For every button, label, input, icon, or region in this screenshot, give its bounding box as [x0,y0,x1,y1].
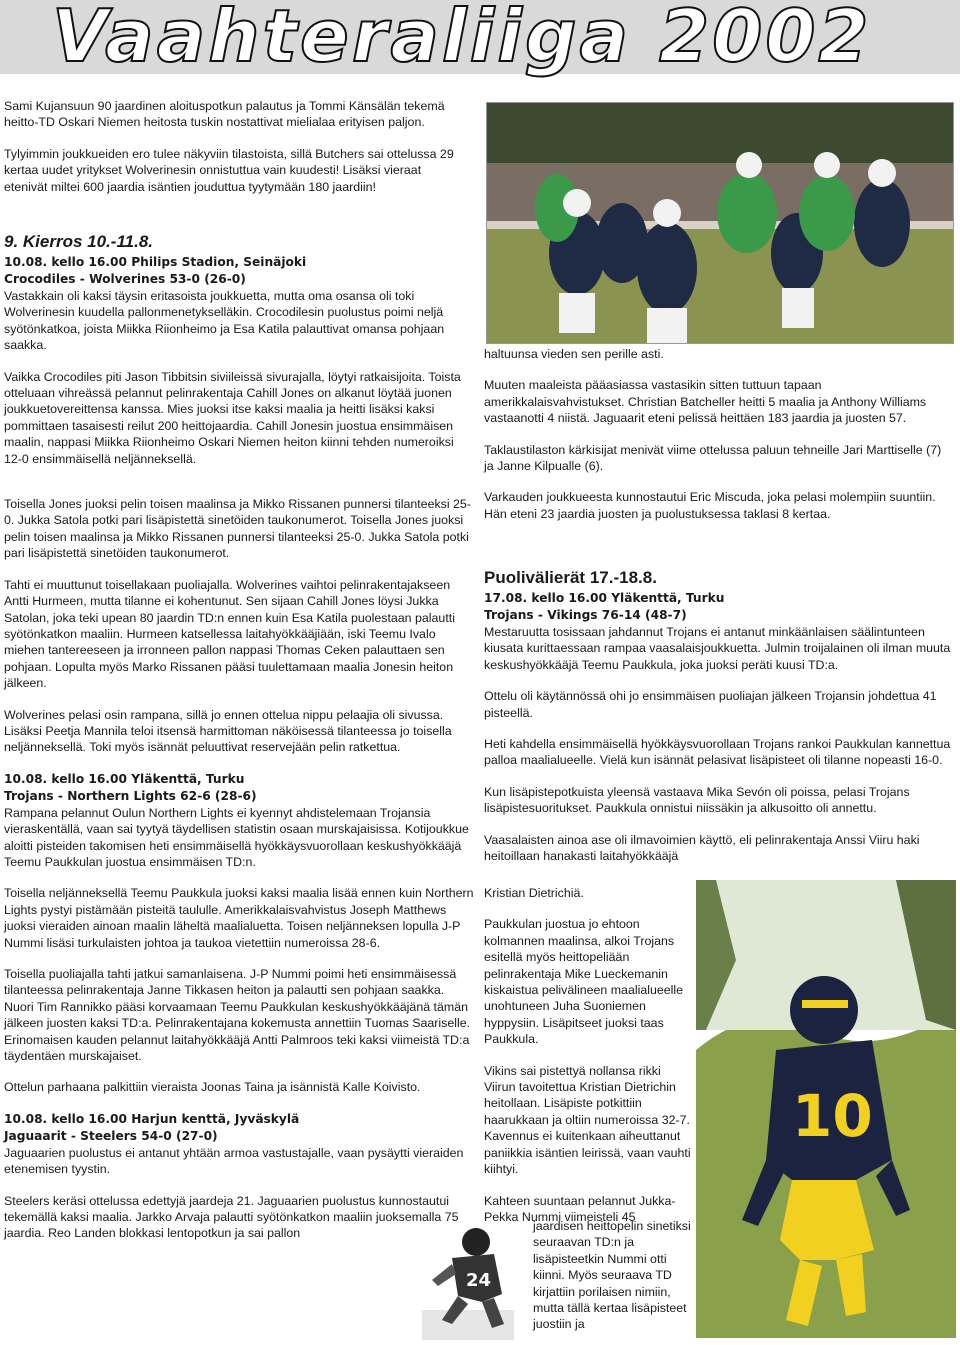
article-paragraph: Jaguaarien puolustus ei antanut yhtään armoa vastustajalle, vaan pysäytti vieraiden etenemisen tyystin. [4,1145,464,1177]
game-date: 17.08. kello 16.00 Yläkenttä, Turku [484,591,725,605]
article-paragraph: Vaasalaisten ainoa ase oli ilmavoimien käyttö, eli pelinrakentaja Anssi Viiru haki heitoillaan hanakasti laitahyökkääjä [484,832,920,864]
page-title: Vaahteraliiga 2002 [52,0,872,78]
article-paragraph: Kun lisäpistepotkuista yleensä vastaava Mika Sevón oli poissa, pelasi Trojans lisäpistesuoritukset. Paukkula onnistui niissäkin ja alkusoitto oli annettu. [484,784,910,816]
game-result: Trojans - Northern Lights 62-6 (28-6) [4,788,257,803]
narrow-text-indented [533,1218,693,1333]
article-paragraph: Wolverines pelasi osin rampana, sillä jo ennen ottelua nippu pelaajia oli sivussa. Lisäksi Peetja Mannila teloi itsensä harmittoman näköisessä tilanteessa jo toisella neljänneksellä. Toki myös isännät peluuttivat reservejään pelin ratkettua. [4,707,452,755]
quarterfinal-section [484,568,952,864]
game-date: 10.08. kello 16.00 Philips Stadion, Seinäjoki [4,255,307,269]
intro-paragraph: Sami Kujansuun 90 jaardinen aloituspotkun palautus ja Tommi Känsälän tekemä heitto-TD Oskari Niemen heitosta tuskin nostattivat mielialaa erityisen paljon. [4,99,445,130]
article-paragraph: Rampana pelannut Oulun Northern Lights ei kyennyt ahdistelemaan Trojansia vieraskentällä, vaan sai tyytyä täydellisen statistin osaan murskajaisissa. Kotijoukkue aloitti pisteiden takomisen heti ensimmäisellä hyökkäysvuorollaan keskushyökkääjä Teemu Paukkulan juostua ensimmäisen TD:n. [4,805,469,869]
article-paragraph: Toisella Jones juoksi pelin toisen maalinsa ja Mikko Rissanen punnersi tilanteeksi 25-0. Jukka Satola potki pari lisäpistettä sinetöiden taukonumerot. Toisella Jones juoksi pelin toisen maalinsa ja Mikko Rissanen punnersi tilanteeksi 25-0. Jukka Satola potki pari lisäpistettä sinetöiden taukonumerot. [4,497,471,561]
game-result: Trojans - Vikings 76-14 (48-7) [484,608,687,622]
intro-paragraph: Tylyimmin joukkueiden ero tulee näkyviin tilastoista, sillä Butchers sai ottelussa 29 kertaa uudet yritykset Wolverinesin onnistuttua vain kuudesti! Lisäksi vieraat etenivät miltei 600 jaardia isäntien jouduttua tyytymään 180 jaardiin! [4,146,454,194]
article-paragraph: Taklaustilaston kärkisijat menivät viime ottelussa paluun tehneille Jari Marttiselle (7) ja Janne Kilpualle (6). [484,442,942,474]
game-result: Crocodiles - Wolverines 53-0 (26-0) [4,272,246,286]
article-paragraph: Kahteen suuntaan pelannut Jukka-Pekka Nummi viimeisteli 45 [484,1193,676,1224]
article-paragraph: Mestaruutta tosissaan jahdannut Trojans ei antanut minkäänlaisen säälintunteen kiusata kurittaessaan rampaa vaasalaisjoukkuetta. Julmin troijalainen oli ilman muuta keskushyökkääjä Teemu Paukkula, joka juoksi peräti kuusi TD:a. [484,625,951,672]
article-paragraph: Ottelun parhaana palkittiin vieraista Joonas Taina ja isännistä Kalle Koivisto. [4,1080,421,1095]
intro-text [4,98,456,210]
article-paragraph: Vikins sai pistettyä nollansa rikki Viirun tavoitettua Kristian Dietrichin heitollaan. Lisäpiste potkittiin haarukkaan ja oltiin numeroissa 32-7. Kavennus ei kuitenkaan aiheuttanut paniikkia isäntien leirissä, vaan vauhti kiihtyi. [484,1063,691,1177]
left-column [4,232,474,1257]
article-paragraph: Vaikka Crocodiles piti Jason Tibbitsin siviileissä sivurajalla, löytyi ratkaisijoita. Toista otteluaan vihreässä pelannut pelinrakentaja Cahill Jones on alkanut löytää juonen joukkuetovereittensa kanssa. Mies juoksi itse kaksi maalia ja heitti lisäksi kaksi pommittaen tasaisesti reilut 200 heittojaardia. Cahill Jonesin juostua ensimmäisen maalin, nappasi Miikka Riionheimo Oskari Niemen heiton kiinni tehden numeroiksi 12-0 ensimmäisellä neljänneksellä. [4,369,461,466]
article-paragraph: Ottelu oli käytännössä ohi jo ensimmäisen puoliajan jälkeen Trojansin johdettua 41 pisteellä. [484,689,937,720]
player-photo [696,880,956,1338]
player-clipart [422,1224,514,1340]
svg-text:10: 10 [792,1082,873,1150]
right-column [484,346,952,537]
article-paragraph: haltuunsa vieden sen perille asti. [484,347,664,361]
round-heading: 9. Kierros 10.-11.8. [4,232,153,251]
game-result: Jaguaarit - Steelers 54-0 (27-0) [4,1128,218,1143]
article-paragraph: Paukkulan juostua jo ehtoon kolmannen maalinsa, alkoi Trojans esitellä myös heittopeliään pelinrakentaja Mike Lueckemanin kiskaistua pelivälineen maalialueelle unohtuneen Juha Suoniemen hyppysiin. Lisäpitseet juoksi taas Paukkula. [484,917,684,1047]
game-date: 10.08. kello 16.00 Harjun kenttä, Jyväskylä [4,1111,300,1126]
title-banner [0,0,960,78]
article-paragraph: Toisella neljänneksellä Teemu Paukkula juoksi kaksi maalia lisää ennen kuin Northern Lights pystyi pistämään pisteitä taululle. Amerikkalaisvahvistus Joseph Matthews juoksi vieraiden ainoan maalin läheltä maalialuetta. Toisen neljänneksen lopulla J-P Nummi lisäsi turkulaisten johtoa ja taukoa vietettiin numeroissa 28-6. [4,886,474,950]
game-date: 10.08. kello 16.00 Yläkenttä, Turku [4,771,245,786]
article-paragraph: Muuten maaleista pääasiassa vastasikin sitten tuttuun tapaan amerikkalaisvahvistukset. Christian Batcheller heitti 5 maalia ja Anthony Williams vastaanotti 4 niistä. Jaguaarit eteni pelissä heittäen 183 jaardia ja juosten 57. [484,378,927,426]
article-paragraph: Varkauden joukkueesta kunnostautui Eric Miscuda, joka pelasi molempiin suuntiin. Hän eteni 23 jaardia juosten ja puolustuksessa taklasi 8 kertaa. [484,490,936,521]
narrow-text [484,885,694,1225]
article-paragraph: Kristian Dietrichiä. [484,886,584,900]
football-action-photo [486,102,954,344]
article-paragraph: Heti kahdella ensimmäisellä hyökkäysvuorollaan Trojans rankoi Paukkulan kannettua palloa maalialueelle. Vielä kun isännät pelasivat lisäpisteet oli tilanne nopeasti 16-0. [484,737,951,768]
article-paragraph: Tahti ei muuttunut toisellakaan puoliajalla. Wolverines vaihtoi pelinrakentajakseen Antti Hurmeen, mutta tilanne ei kohentunut. Sen sijaan Cahill Jones löysi Jukka Satolan, joka teki upean 80 jaardin TD:n ennen kuin Esa Katila puolestaan palautti syötönkatkon maaliin. Hurmeen katsellessa laitahyökkääjiään, iski Teemu Ivalo miehen tantereeseen ja irronneen pallon nappasi Thomas Ceken palauttaen sen pohjaan. Lopulta myös Marko Rissanen pääsi tuulettamaan maalia Jonesin heiton jälkeen. [4,577,455,691]
svg-text:24: 24 [466,1270,492,1291]
article-paragraph: Vastakkain oli kaksi täysin eritasoista joukkuetta, mutta oma osansa oli toki Wolverinesin kuudella pallonmenetykselläkin. Crocodilesin puolustus poimi neljä syötönkatkoa, joista Miikka Riionheimo ja Esa Katila palauttivat omansa pohjaan saakka. [4,289,445,353]
article-paragraph: jaardisen heittopelin sinetiksi seuraavan TD:n ja lisäpisteetkin Nummi otti kiinni. Myös seuraava TD kirjattiin porilaisen nimiin, mutta tällä kertaa lisäpisteet juostiin ja [533,1219,691,1332]
article-paragraph: Steelers keräsi ottelussa edettyjä jaardeja 21. Jaguaarien puolustus kunnostautui tekemällä kaksi maalia. Jarkko Arvaja palautti syötönkatkon maaliin juoksemalla 75 jaardia. Reo Landen blokkasi lentopotkun ja sai pallon [4,1193,459,1241]
section-heading: Puolivälierät 17.-18.8. [484,568,657,587]
article-paragraph: Toisella puoliajalla tahti jatkui samanlaisena. J-P Nummi poimi heti ensimmäisessä tilanteessa pelinrakentaja Janne Tikkasen heiton ja palautti sen pohjaan saakka. Nuori Tim Rannikko pääsi korvaamaan Teemu Paukkulan keskushyökkääjänä tämän jälkeen juosten kaksi TD:a. Pelinrakentajana kokemusta annettiin Tuomas Saariselle. Erinomaisen kauden pelannut laitahyökkääjä Antti Palmroos teki kaksi viimeistä TD:a täydentäen murskajaiset. [4,967,471,1064]
